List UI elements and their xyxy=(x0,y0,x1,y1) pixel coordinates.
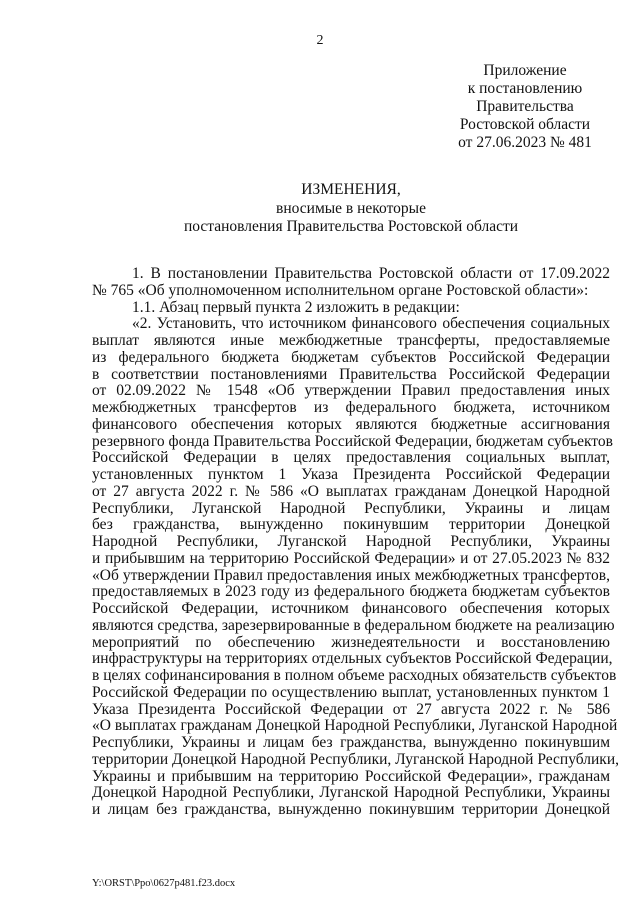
body-text-line: предоставляемых в 2023 году из федерального бюджета бюджетам субъектов xyxy=(92,583,610,601)
body-text-line: 1.1. Абзац первый пункта 2 изложить в редакции: xyxy=(132,298,460,316)
appendix-line: от 27.06.2023 № 481 xyxy=(458,134,592,151)
appendix-line: Правительства xyxy=(476,98,574,115)
body-text-line: выплат являются иные межбюджетные трансферты, предоставляемые xyxy=(92,332,610,349)
body-text-line: в целях софинансирования в полном объеме расходных обязательств субъектов xyxy=(92,667,617,684)
body-text-line: резервного фонда Правительства Российской Федерации, бюджетам субъектов xyxy=(92,432,613,450)
body-text-line: из федерального бюджета бюджетам субъектов Российской Федерации xyxy=(92,348,610,366)
body-text-line: «2. Установить, что источником финансового обеспечения социальных xyxy=(132,315,610,333)
body-text-line: Донецкой Народной Республики, Луганской Народной Республики, Украины xyxy=(92,784,610,802)
body-text-line: финансового обеспечения которых являются бюджетные ассигнования xyxy=(92,415,610,433)
body-text-line: «Об утверждении Правил предоставления иных межбюджетных трансфертов, xyxy=(92,566,610,584)
body-text-line: и лицам без гражданства, вынужденно покинувшим территории Донецкой xyxy=(92,801,610,818)
body-text-line: Народной Республики, Луганской Народной Республики, Украины xyxy=(92,533,610,550)
body-text-line: Республики, Украины и лицам без гражданства, вынужденно покинувшим xyxy=(92,734,610,751)
body-text-line: Российской Федерации по осуществлению выплат, установленных пунктом 1 xyxy=(92,683,610,701)
body-text-line: Указа Президента Российской Федерации от 27 августа 2022 г. № 586 xyxy=(92,700,610,718)
body-text-line: Российской Федерации, источником финансового обеспечения которых xyxy=(92,600,610,617)
body-text-line: территории Донецкой Народной Республики, Луганской Народной Республики, xyxy=(92,750,619,768)
title-line: вносимые в некоторые xyxy=(276,199,426,217)
body-text-line: 1. В постановлении Правительства Ростовской области от 17.09.2022 xyxy=(132,265,610,282)
page-number: 2 xyxy=(316,33,324,48)
appendix-line: Ростовской области xyxy=(459,116,591,133)
document-body xyxy=(92,265,619,819)
body-text-line: от 02.09.2022 № 1548 «Об утверждении Правил предоставления иных xyxy=(92,382,610,400)
body-text-line: «О выплатах гражданам Донецкой Народной Республики, Луганской Народной xyxy=(92,717,618,735)
appendix-line: к постановлению xyxy=(467,80,583,97)
appendix-block xyxy=(440,62,610,152)
document-title xyxy=(92,181,610,237)
body-text-line: инфраструктуры на территориях отдельных субъектов Российской Федерации, xyxy=(92,650,613,668)
body-text-line: Украины и прибывшим на территорию Российской Федерации», гражданам xyxy=(92,767,610,785)
body-text-line: от 27 августа 2022 г. № 586 «О выплатах гражданам Донецкой Народной xyxy=(92,482,610,500)
body-text-line: межбюджетных трансфертов из федерального бюджета, источником xyxy=(92,399,610,416)
body-text-line: установленных пунктом 1 Указа Президента Российской Федерации xyxy=(92,466,610,483)
body-text-line: № 765 «Об уполномоченном исполнительном органе Ростовской области»: xyxy=(92,281,589,299)
body-text-line: и прибывшим на территорию Российской Федерации» и от 27.05.2023 № 832 xyxy=(92,549,610,567)
body-text-line: в соответствии постановлениями Правительства Российской Федерации xyxy=(92,365,610,383)
body-text-line: Российской Федерации в целях предоставления социальных выплат, xyxy=(92,449,610,467)
body-text-line: являются средства, зарезервированные в федеральном бюджете на реализацию xyxy=(92,616,615,634)
title-line: ИЗМЕНЕНИЯ, xyxy=(301,181,401,198)
body-text-line: мероприятий по обеспечению жизнедеятельности и восстановлению xyxy=(92,633,610,651)
body-text-line: без гражданства, вынужденно покинувшим территории Донецкой xyxy=(92,516,610,534)
footer-file-path: Y:\ORST\Ppo\0627p481.f23.docx xyxy=(92,878,236,889)
title-line: постановления Правительства Ростовской области xyxy=(183,218,519,235)
body-text-line: Республики, Луганской Народной Республики, Украины и лицам xyxy=(92,499,610,517)
appendix-line: Приложение xyxy=(483,62,567,79)
